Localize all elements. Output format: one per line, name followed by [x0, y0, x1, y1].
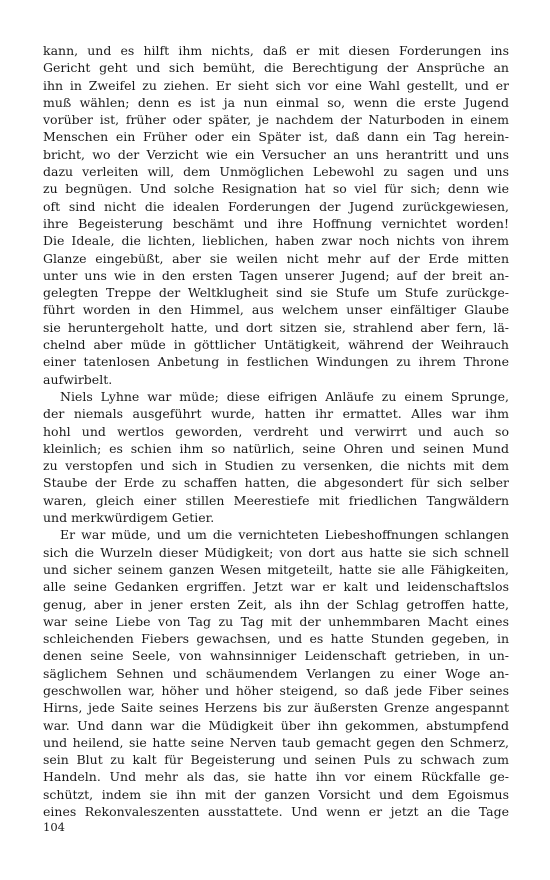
text-line: Die Ideale, die lichten, lieblichen, haben zwar noch nichts von ihrem [43, 233, 509, 249]
text-line: und sicher seinem ganzen Wesen mitgeteilt, hatte sie alle Fähigkeiten, [43, 561, 509, 577]
text-line: sein Blut zu kalt für Begeisterung und seinen Puls zu schwach zum [43, 752, 509, 768]
text-line: war seine Liebe von Tag zu Tag mit der unhemmbaren Macht eines [43, 613, 509, 629]
text-line: eines Rekonvaleszenten ausstattete. Und wenn er jetzt an die Tage [43, 804, 509, 820]
text-line: ihre Begeisterung beschämt und ihre Hoffnung vernichtet worden! [43, 215, 509, 231]
text-line: unter uns wie in den ersten Tagen unserer Jugend; auf der breit an- [43, 267, 509, 283]
text-line: Niels Lyhne war müde; diese eifrigen Anläufe zu einem Sprunge, [60, 388, 509, 404]
body-text [43, 42, 509, 820]
text-line: schleichenden Fiebers gewachsen, und es hatte Stunden gegeben, in [43, 631, 509, 647]
text-line: führt worden in den Himmel, aus welchem unser einfältiger Glaube [43, 302, 509, 318]
text-line: sie heruntergeholt hatte, und dort sitzen sie, strahlend aber fern, lä- [43, 319, 509, 335]
text-line: Er war müde, und um die vernichteten Liebeshoffnungen schlangen [60, 527, 509, 543]
text-line: Staube der Erde zu schaffen hatten, die abgesondert für sich selber [43, 475, 509, 491]
text-line: Menschen ein Früher oder ein Später ist, daß dann ein Tag herein- [43, 129, 509, 145]
text-line: vorüber ist, früher oder später, je nachdem der Naturboden in einem [43, 112, 509, 128]
text-line: kleinlich; es schien ihm so natürlich, seine Ohren und seinen Mund [43, 440, 509, 456]
text-line: zu verstopfen und sich in Studien zu versenken, die nichts mit dem [43, 458, 509, 474]
text-line: und merkwürdigem Getier. [43, 510, 215, 526]
text-line: genug, aber in jener ersten Zeit, als ihn der Schlag getroffen hatte, [43, 596, 509, 612]
text-line: Gericht geht und sich bemüht, die Berechtigung der Ansprüche an [43, 60, 509, 76]
text-line: und heilend, sie hatte seine Nerven taub gemacht gegen den Schmerz, [43, 734, 509, 750]
text-line: muß wählen; denn es ist ja nun einmal so, wenn die erste Jugend [43, 94, 509, 110]
text-line: sich die Wurzeln dieser Müdigkeit; von dort aus hatte sie sich schnell [43, 544, 509, 560]
text-line: hohl und wertlos geworden, verdreht und verwirrt und auch so [43, 423, 509, 439]
text-line: geschwollen war, höher und höher steigend, so daß jede Fiber seines [43, 682, 509, 698]
text-line: Handeln. Und mehr als das, sie hatte ihn vor einem Rückfalle ge- [43, 769, 509, 785]
text-line: säglichem Sehnen und schäumendem Verlangen zu einer Woge an- [43, 665, 509, 681]
text-line: denen seine Seele, von wahnsinniger Leidenschaft getrieben, in un- [43, 648, 509, 664]
text-line: Glanze eingebüßt, aber sie weilen nicht mehr auf der Erde mitten [43, 250, 509, 266]
text-line: Hirns, jede Saite seines Herzens bis zur äußersten Grenze angespannt [43, 700, 509, 716]
text-line: gelegten Treppe der Weltklugheit sind sie Stufe um Stufe zurückge- [43, 285, 509, 301]
text-line: oft sind nicht die idealen Forderungen der Jugend zurückgewiesen, [43, 198, 509, 214]
text-line: dazu verleiten will, dem Unmöglichen Lebewohl zu sagen und uns [43, 164, 509, 180]
text-line: aufwirbelt. [43, 371, 113, 387]
text-line: zu begnügen. Und solche Resignation hat so viel für sich; denn wie [43, 181, 509, 197]
text-line: kann, und es hilft ihm nichts, daß er mit diesen Forderungen ins [43, 43, 509, 58]
text-line: der niemals ausgeführt wurde, hatten ihr ermattet. Alles war ihm [43, 406, 509, 422]
text-line: alle seine Gedanken ergriffen. Jetzt war er kalt und leidenschaftslos [43, 579, 509, 595]
page-number: 104 [43, 820, 65, 834]
text-line: bricht, wo der Verzicht wie ein Versucher an uns herantritt und uns [43, 146, 509, 162]
text-line: ihn in Zweifel zu ziehen. Er sieht sich vor eine Wahl gestellt, und er [43, 77, 509, 93]
text-line: chelnd aber müde in göttlicher Untätigkeit, während der Weihrauch [43, 337, 509, 353]
text-line: waren, gleich einer stillen Meerestiefe mit friedlichen Tangwäldern [43, 492, 509, 508]
text-line: einer tatenlosen Anbetung in festlichen Windungen zu ihrem Throne [43, 354, 509, 370]
text-line: schützt, indem sie ihn mit der ganzen Vorsicht und dem Egoismus [43, 786, 509, 802]
text-line: war. Und dann war die Müdigkeit über ihn gekommen, abstumpfend [43, 717, 509, 733]
